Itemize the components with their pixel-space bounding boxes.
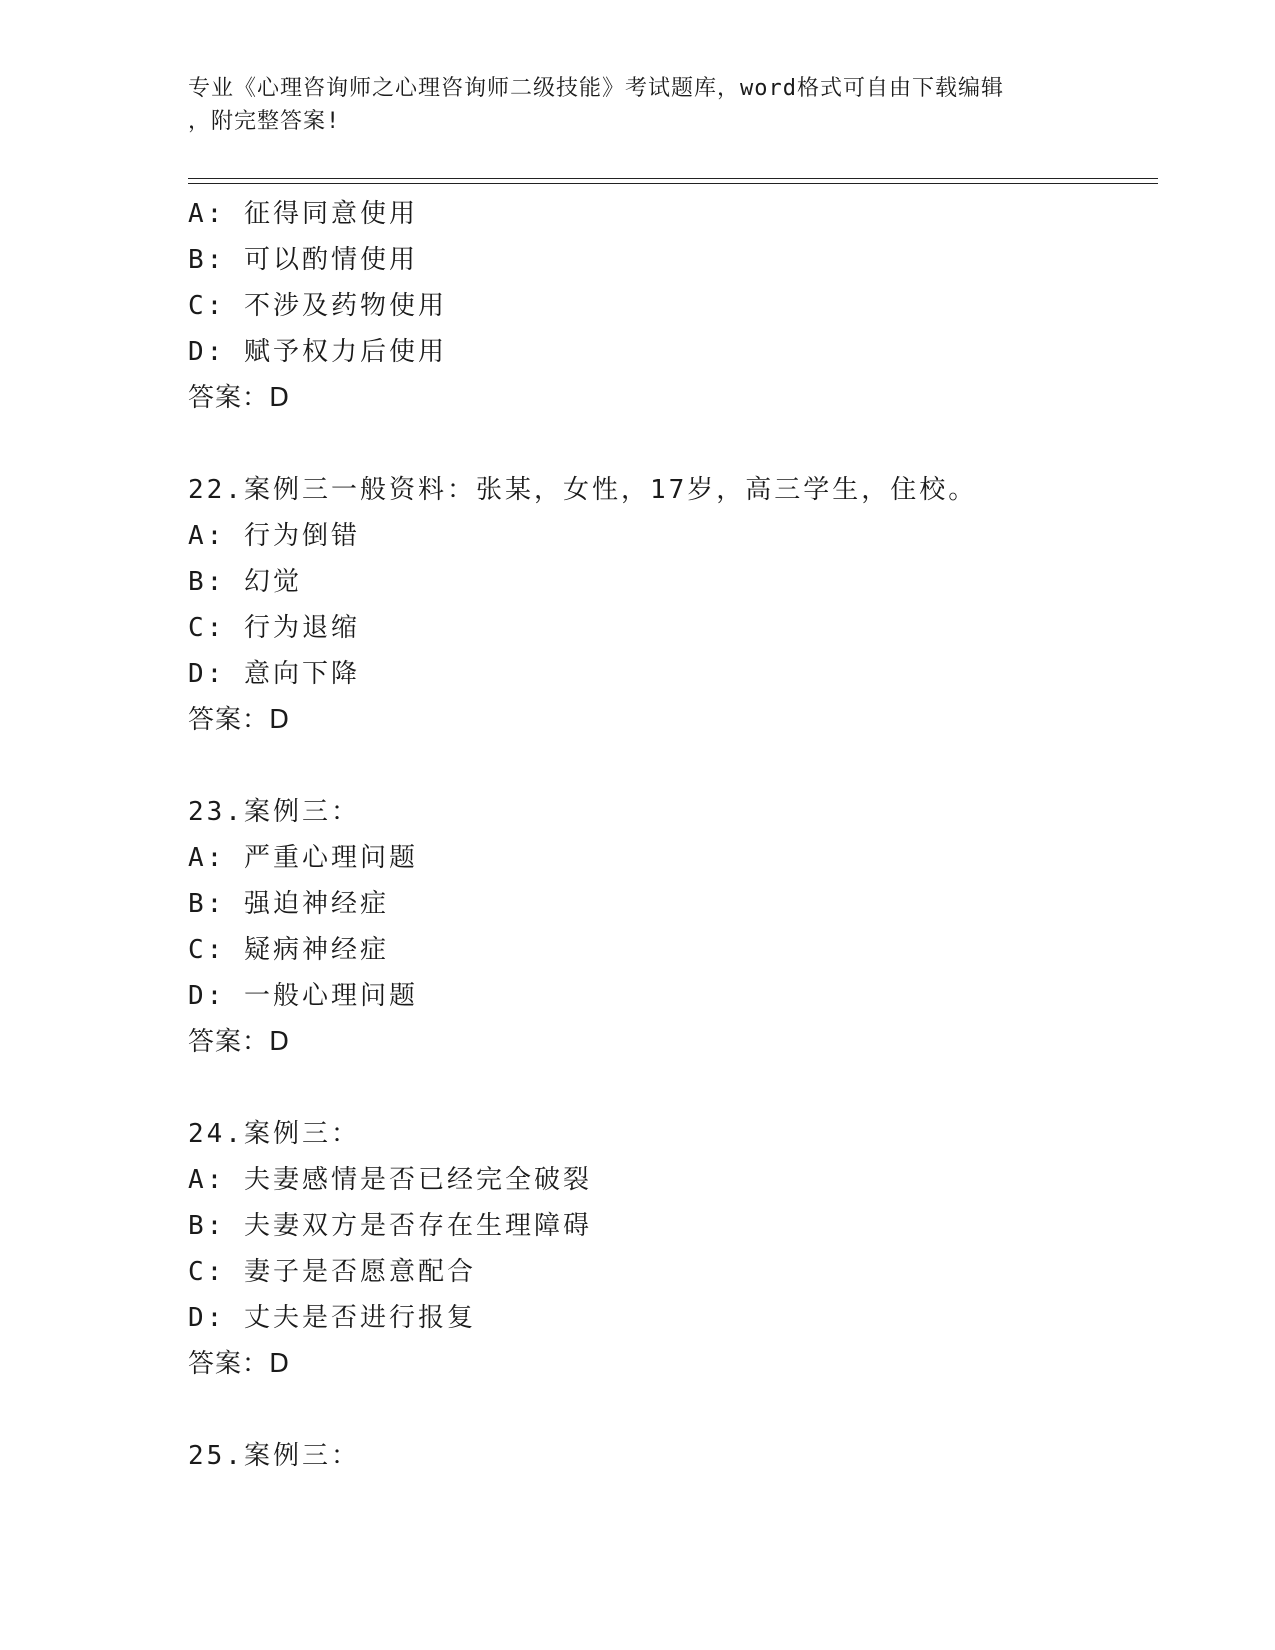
option-b: B: 夫妻双方是否存在生理障碍 [188,1211,592,1241]
question-stem: 24.案例三： [188,1119,360,1149]
answer-line: 答案：D [188,1349,291,1379]
option-b: B: 强迫神经症 [188,889,389,919]
header-line-2: ，附完整答案! [188,109,341,134]
option-d: D: 丈夫是否进行报复 [188,1303,476,1333]
option-a: A: 严重心理问题 [188,843,418,873]
option-b: B: 可以酌情使用 [188,245,418,275]
question-stem: 25.案例三： [188,1441,360,1471]
header-rule-bottom [188,183,1158,184]
option-d: D: 意向下降 [188,659,360,689]
option-c: C: 疑病神经症 [188,935,389,965]
answer-line: 答案：D [188,383,291,413]
header-line-1: 专业《心理咨询师之心理咨询师二级技能》考试题库，word格式可自由下载编辑 [188,76,1004,101]
option-a: A: 夫妻感情是否已经完全破裂 [188,1165,592,1195]
option-c: C: 行为退缩 [188,613,360,643]
question-stem: 22.案例三一般资料：张某，女性，17岁，高三学生，住校。 [188,475,978,505]
document-header [188,72,1088,138]
answer-line: 答案：D [188,705,291,735]
option-c: C: 不涉及药物使用 [188,291,447,321]
option-a: A: 行为倒错 [188,521,360,551]
option-d: D: 一般心理问题 [188,981,418,1011]
option-b: B: 幻觉 [188,567,302,597]
option-c: C: 妻子是否愿意配合 [188,1257,476,1287]
option-d: D: 赋予权力后使用 [188,337,447,367]
option-a: A: 征得同意使用 [188,199,418,229]
header-rule-top [188,178,1158,179]
question-stem: 23.案例三： [188,797,360,827]
answer-line: 答案：D [188,1027,291,1057]
